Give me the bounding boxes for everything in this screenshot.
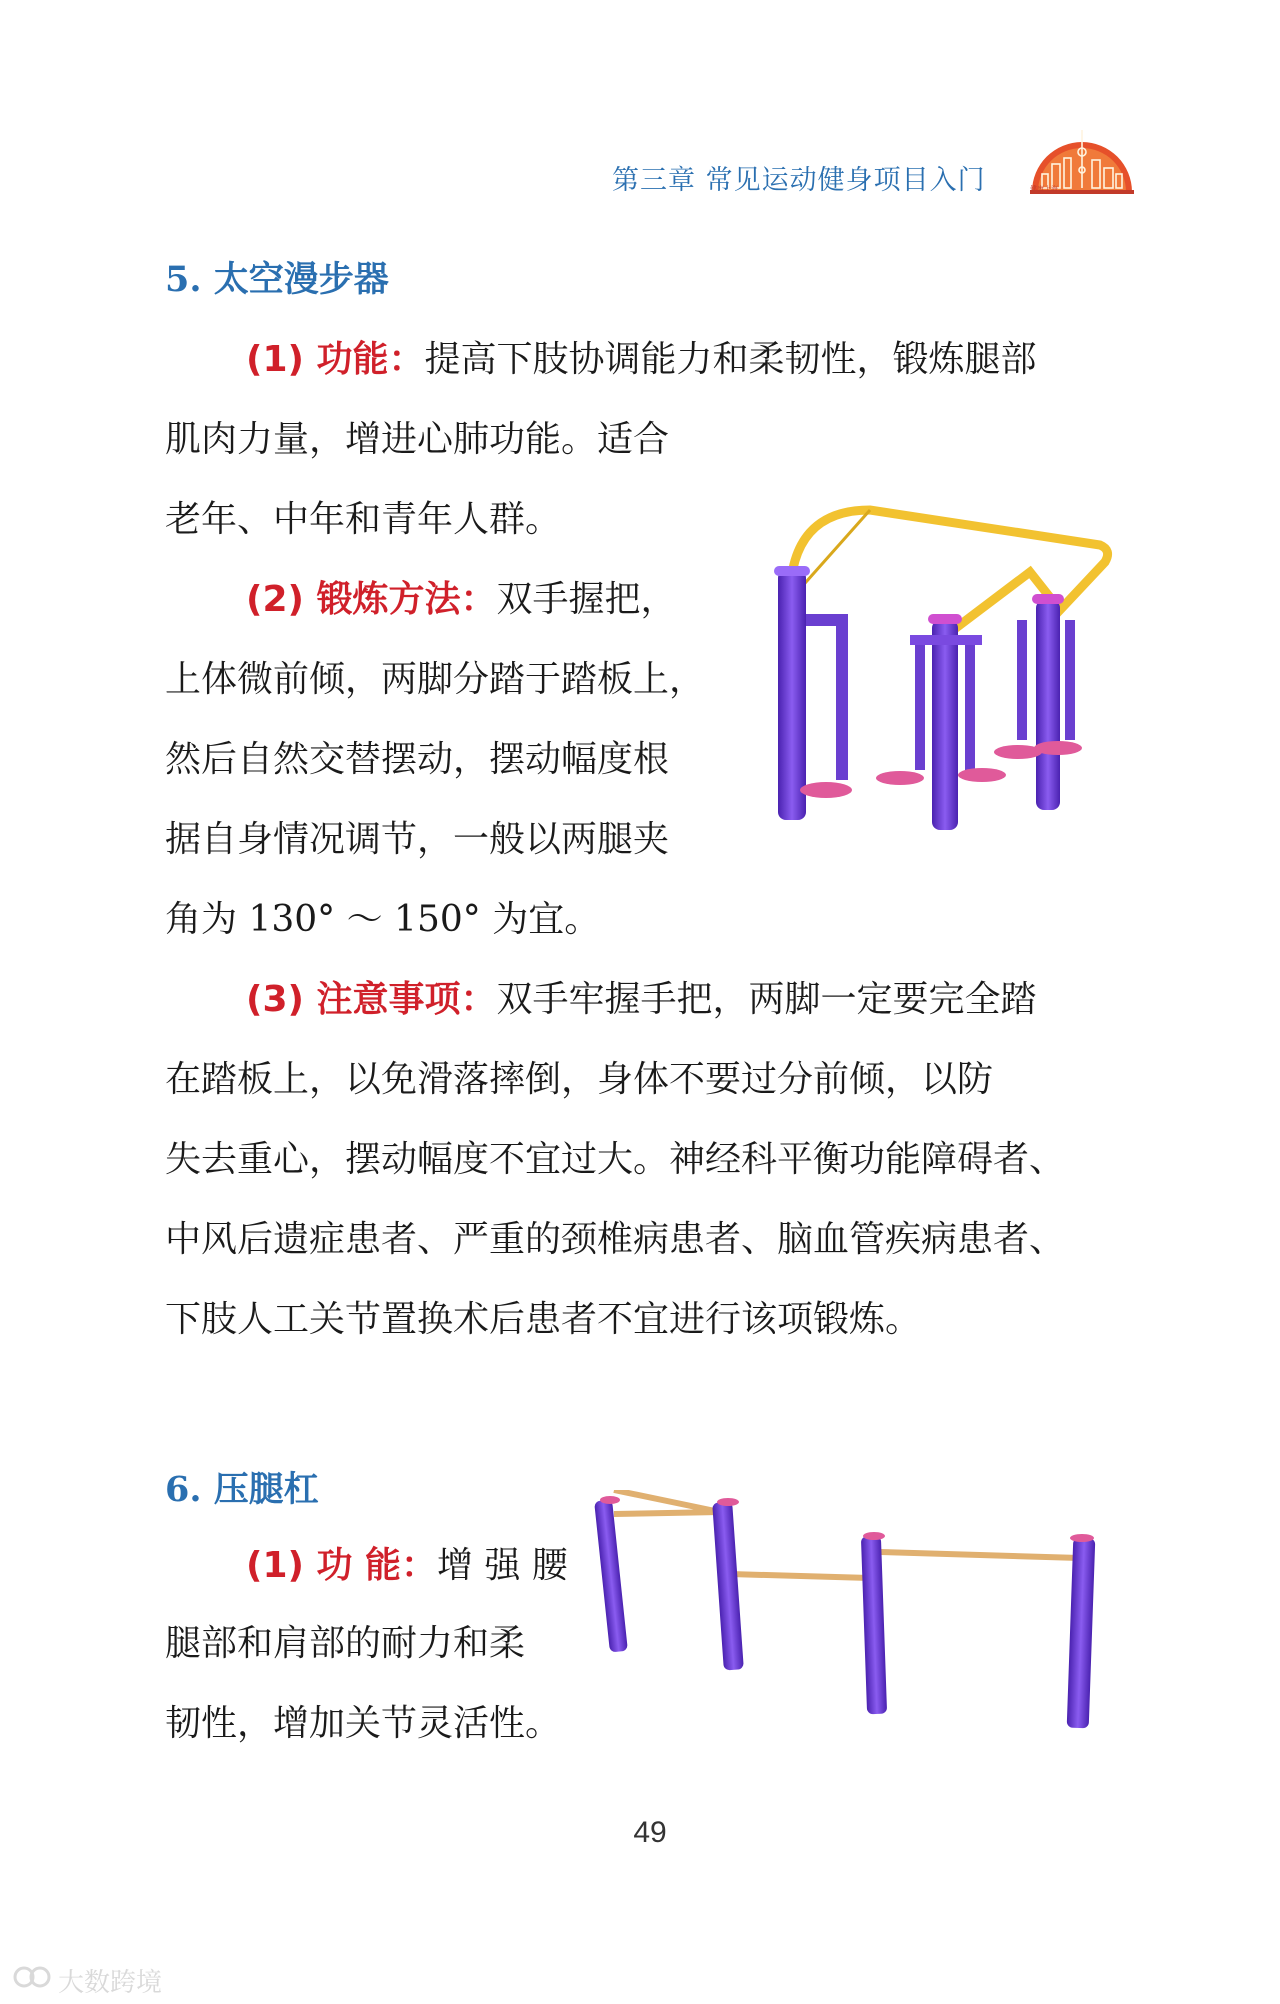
paragraph-line [246,336,1037,384]
paragraph-line [246,1542,568,1590]
paragraph-line [246,576,677,624]
space-walker-illustration [760,490,1120,840]
paragraph-line: 中风后遗症患者、严重的颈椎病患者、脑血管疾病患者、 [165,1219,1066,1260]
function-text: 增 强 腰 [437,1545,568,1586]
paragraph-line: 角为 130° ～ 150° 为宜。 [165,899,601,940]
paragraph-line: 老年、中年和青年人群。 [165,499,562,540]
paragraph-line: 下肢人工关节置换术后患者不宜进行该项锻炼。 [165,1299,922,1340]
method-label: (2) 锻炼方法： [246,579,497,620]
paragraph-line [246,976,1037,1024]
chapter-title: 第三章 常见运动健身项目入门 [612,165,986,196]
function-text: 提高下肢协调能力和柔韧性，锻炼腿部 [424,339,1037,380]
notes-label: (3) 注意事项： [246,979,497,1020]
watermark-logo-icon [12,1960,52,1994]
page-number: 49 [633,1816,667,1849]
notes-text: 双手牢握手把，两脚一定要完全踏 [496,979,1037,1020]
method-text: 双手握把， [496,579,677,620]
function-label: (1) 功 能： [246,1545,438,1586]
paragraph-line: 据自身情况调节，一般以两腿夹 [165,819,670,860]
paragraph-line: 上体微前倾，两脚分踏于踏板上， [165,659,706,700]
function-label: (1) 功能： [246,339,425,380]
paragraph-line: 腿部和肩部的耐力和柔 [165,1623,526,1664]
leg-press-bar-illustration [590,1490,1110,1740]
logo-caption: 健康上海 [1030,185,1058,193]
paragraph-line: 肌肉力量，增进心肺功能。适合 [165,419,670,460]
watermark-text: 大数跨境 [58,1968,163,1998]
section-heading-space-walker: 5. 太空漫步器 [165,259,389,300]
section-heading-leg-press-bar: 6. 压腿杠 [165,1469,319,1510]
paragraph-line: 在踏板上，以免滑落摔倒，身体不要过分前倾，以防 [165,1059,994,1100]
paragraph-line: 然后自然交替摆动，摆动幅度根 [165,739,670,780]
paragraph-line: 失去重心，摆动幅度不宜过大。神经科平衡功能障碍者、 [165,1139,1066,1180]
paragraph-line: 韧性，增加关节灵活性。 [165,1703,562,1744]
